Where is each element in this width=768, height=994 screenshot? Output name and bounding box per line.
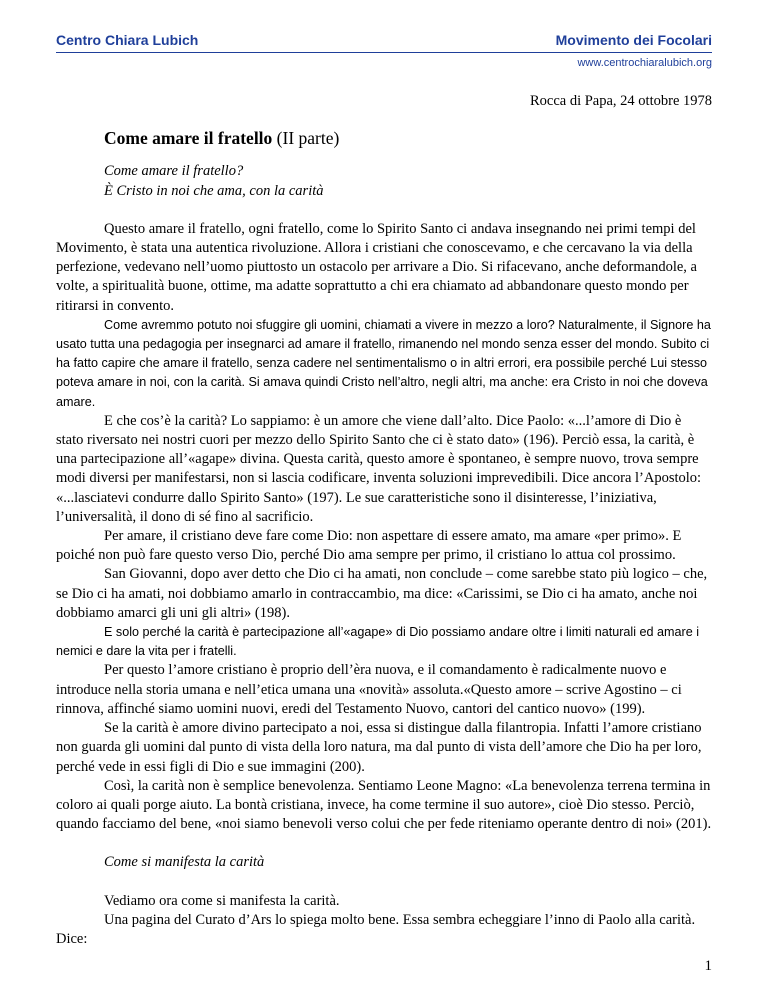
title-part: (II parte): [276, 128, 340, 149]
paragraph-5: San Giovanni, dopo aver detto che Dio ci ha amati, non conclude – come sarebbe stato più logico – che, se Dio ci ha amati, noi dobbiamo amarlo in contraccambio, ma dice: «Carissimi, se Dio ci ha amato, anche noi dobbiamo amarci gli uni gli altri» (198).: [56, 566, 708, 621]
page-header: [56, 30, 712, 76]
title-main: Come amare il fratello: [104, 128, 273, 149]
subtitle-line-1: Come amare il fratello?: [104, 163, 244, 180]
paragraph-1: Questo amare il fratello, ogni fratello, come lo Spirito Santo ci andava insegnando nei primi tempi del Movimento, è stata una autentica rivoluzione. Allora i cristiani che conoscevamo, e che cercavano la via della perfezione, vedevano nell’uomo piuttosto un ostacolo per arrivare a Dio. Si rifacevano, anche deformandole, a volte, a spiritualità buone, ottime, ma adatte soprattutto a chi era chiamato ad abbandonare questo mondo per ritirarsi in convento.: [56, 220, 697, 314]
paragraph-7: Per questo l’amore cristiano è proprio dell’èra nuova, e il comandamento è radicalmente nuovo e introduce nella storia umana e nell’etica umana una «novità» assoluta.«Questo amore – scrive Agostino – ci rinnova, affinché siamo uomini nuovi, eredi del Testamento Nuovo, cantori del cantico nuovo» (199).: [56, 662, 682, 717]
paragraph-10: Vediamo ora come si manifesta la carità.: [104, 892, 340, 909]
header-url-link[interactable]: www.centrochiaralubich.org: [577, 57, 712, 69]
section-heading: Come si manifesta la carità: [104, 854, 265, 871]
document-title: [104, 129, 712, 148]
paragraph-3: E che cos’è la carità? Lo sappiamo: è un amore che viene dall’alto. Dice Paolo: «...l’amore di Dio è stato riversato nei nostri cuori per mezzo dello Spirito Santo che ci è stato dato» (196). Perciò essa, la carità, è una partecipazione all’«agape» divina. Questa carità, questo amore è spontaneo, è sempre nuovo, trova sempre modi diversi per manifestarsi, non si lascia codificare, inventa soluzioni imprevedibili. Dice ancora l’Apostolo: «...lasciatevi condurre dallo Spirito Santo» (197). Le sue caratteristiche sono il disinteresse, l’iniziativa, l’universalità, il dono di sé fino al sacrificio.: [56, 412, 702, 525]
paragraph-2: Come avremmo potuto noi sfuggire gli uomini, chiamati a vivere in mezzo a loro? Naturalmente, il Signore ha usato tutta una pedagogia per insegnarci ad amare il fratello, rimanendo nel mondo senza esser del mondo. Subito ci ha fatto capire che amare il fratello, senza cadere nel sentimentalismo o in altri errori, era possibile perché Lui stesso poteva amare in noi, con la carità. Si amava quindi Cristo nell’altro, negli altri, ma anche: era Cristo in noi che doveva amare.: [56, 317, 711, 409]
header-organization-left: Centro Chiara Lubich: [56, 32, 199, 48]
paragraph-11: Una pagina del Curato d’Ars lo spiega molto bene. Essa sembra echeggiare l’inno di Paolo alla carità. Dice:: [56, 911, 696, 947]
paragraph-8: Se la carità è amore divino partecipato a noi, essa si distingue dalla filantropia. Infatti l’amore cristiano non guarda gli uomini dal punto di vista della loro natura, ma dal punto di vista dell’amore che Dio ha per loro, perché vede in essi figli di Dio e sue immagini (200).: [56, 720, 702, 775]
page-number: 1: [704, 958, 712, 974]
document-date: Rocca di Papa, 24 ottobre 1978: [529, 93, 712, 109]
paragraph-6: E solo perché la carità è partecipazione all’«agape» di Dio possiamo andare oltre i limiti naturali ed amare i nemici e dare la vita per i fratelli.: [56, 625, 700, 659]
paragraph-9: Così, la carità non è semplice benevolenza. Sentiamo Leone Magno: «La benevolenza terrena termina in coloro ai quali porge aiuto. La bontà cristiana, invece, ha come termine il suo autore», cioè Dio stesso. Perciò, quando facciamo del bene, «noi siamo benevoli verso colui che per fede riteniamo operante dentro di noi» (201).: [56, 777, 712, 833]
header-organization-right: Movimento dei Focolari: [555, 32, 712, 48]
paragraph-4: Per amare, il cristiano deve fare come Dio: non aspettare di essere amato, ma amare «per primo». E poiché non può fare questo verso Dio, perché Dio ama sempre per primo, il cristiano lo attua col prossimo.: [56, 528, 682, 564]
document-body: [56, 76, 712, 949]
subtitle-line-2: È Cristo in noi che ama, con la carità: [104, 182, 324, 199]
header-divider: [56, 52, 712, 53]
